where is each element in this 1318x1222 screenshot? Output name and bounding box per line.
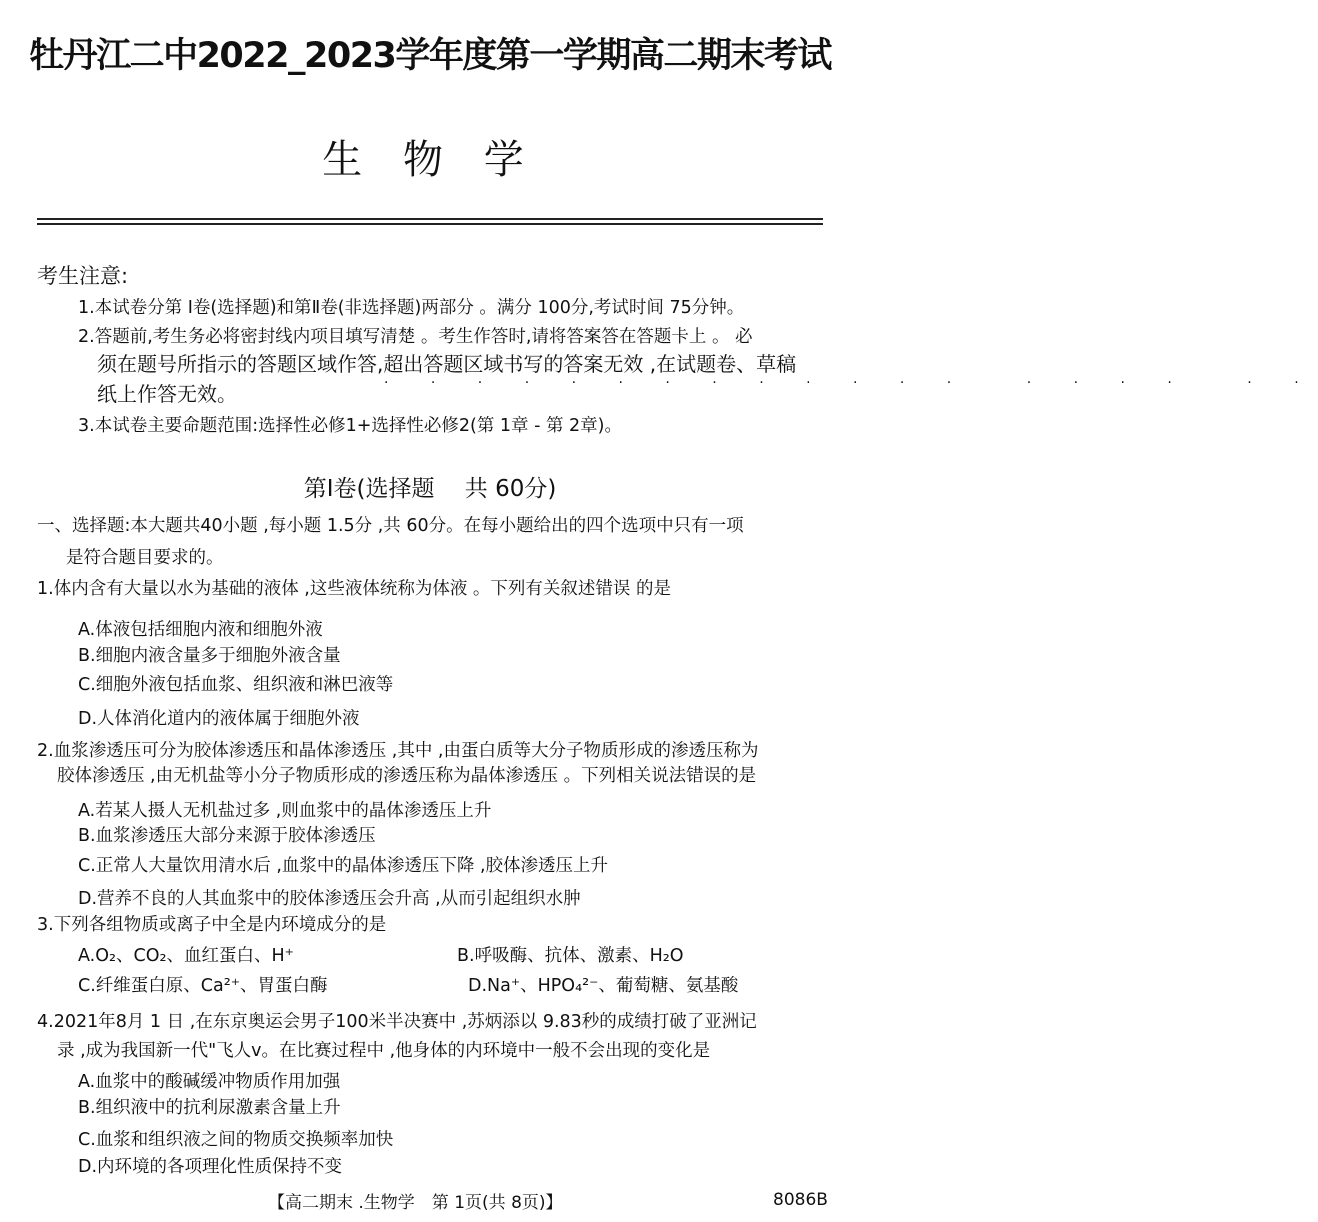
notice-heading: 考生注意: (37, 264, 129, 288)
question-4-stem-line-1: 4.2021年8月 1 日 ,在东京奥运会男子100米半决赛中 ,苏炳添以 9.83秒的成绩打破了亚洲记 (37, 1012, 757, 1032)
question-2-option-d: D.营养不良的人其血浆中的胶体渗透压会升高 ,从而引起组织水肿 (78, 889, 581, 909)
question-1-option-d: D.人体消化道内的液体属于细胞外液 (78, 709, 360, 729)
emphasis-dots: · · · · · · · · · · · · · · · · · · · (384, 375, 1318, 391)
question-2-stem-line-2: 胶体渗透压 ,由无机盐等小分子物质形成的渗透压称为晶体渗透压 。下列相关说法错误的是 (57, 766, 757, 786)
question-1-stem: 1.体内含有大量以水为基础的液体 ,这些液体统称为体液 。下列有关叙述错误 的是 (37, 579, 671, 599)
question-3-option-b: B.呼吸酶、抗体、激素、H₂O (457, 946, 684, 966)
question-2-stem-line-1: 2.血浆渗透压可分为胶体渗透压和晶体渗透压 ,其中 ,由蛋白质等大分子物质形成的渗透压称为 (37, 741, 759, 761)
notice-item-1: 1.本试卷分第 Ⅰ卷(选择题)和第Ⅱ卷(非选择题)两部分 。满分 100分,考试时间 75分钟。 (78, 298, 745, 318)
header-divider-top (37, 218, 823, 220)
footer-paper-code: 8086B (773, 1190, 828, 1210)
notice-item-2-line-2: 须在题号所指示的答题区域作答,超出答题区域书写的答案无效 ,在试题卷、草稿 (97, 352, 797, 376)
section-instruction-line-2: 是符合题目要求的。 (66, 548, 224, 568)
question-3-option-a: A.O₂、CO₂、血红蛋白、H⁺ (78, 946, 294, 966)
question-1-option-c: C.细胞外液包括血浆、组织液和淋巴液等 (78, 675, 394, 695)
section-instruction-line-1: 一、选择题:本大题共40小题 ,每小题 1.5分 ,共 60分。在每小题给出的四个选项中只有一项 (37, 516, 744, 536)
question-4-stem-line-2: 录 ,成为我国新一代"飞人v。在比赛过程中 ,他身体的内环境中一般不会出现的变化是 (57, 1041, 711, 1061)
notice-item-2-line-3: 纸上作答无效。 (97, 382, 237, 406)
header-divider-bottom (37, 223, 823, 225)
notice-item-3: 3.本试卷主要命题范围:选择性必修1+选择性必修2(第 1章 - 第 2章)。 (78, 416, 623, 436)
question-2-option-b: B.血浆渗透压大部分来源于胶体渗透压 (78, 826, 376, 846)
footer-page-label: 【高二期末 .生物学 第 1页(共 8页)】 (268, 1193, 563, 1213)
question-4-option-a: A.血浆中的酸碱缓冲物质作用加强 (78, 1072, 341, 1092)
question-4-option-b: B.组织液中的抗利尿激素含量上升 (78, 1098, 341, 1118)
question-2-option-a: A.若某人摄人无机盐过多 ,则血浆中的晶体渗透压上升 (78, 801, 492, 821)
subject-title: 生 物 学 (322, 137, 538, 183)
question-3-option-c: C.纤维蛋白原、Ca²⁺、胃蛋白酶 (78, 976, 328, 996)
section-heading: 第Ⅰ卷(选择题 共 60分) (303, 476, 557, 502)
exam-title: 牡丹江二中2022_2023学年度第一学期高二期末考试 (29, 36, 831, 76)
question-4-option-d: D.内环境的各项理化性质保持不变 (78, 1157, 343, 1177)
question-3-stem: 3.下列各组物质或离子中全是内环境成分的是 (37, 915, 387, 935)
question-4-option-c: C.血浆和组织液之间的物质交换频率加快 (78, 1130, 394, 1150)
question-1-option-b: B.细胞内液含量多于细胞外液含量 (78, 646, 341, 666)
question-2-option-c: C.正常人大量饮用清水后 ,血浆中的晶体渗透压下降 ,胶体渗透压上升 (78, 856, 609, 876)
notice-item-2-line-1: 2.答题前,考生务必将密封线内项目填写清楚 。考生作答时,请将答案答在答题卡上 。 必 (78, 327, 753, 347)
question-3-option-d: D.Na⁺、HPO₄²⁻、葡萄糖、氨基酸 (468, 976, 739, 996)
question-1-option-a: A.体液包括细胞内液和细胞外液 (78, 620, 323, 640)
